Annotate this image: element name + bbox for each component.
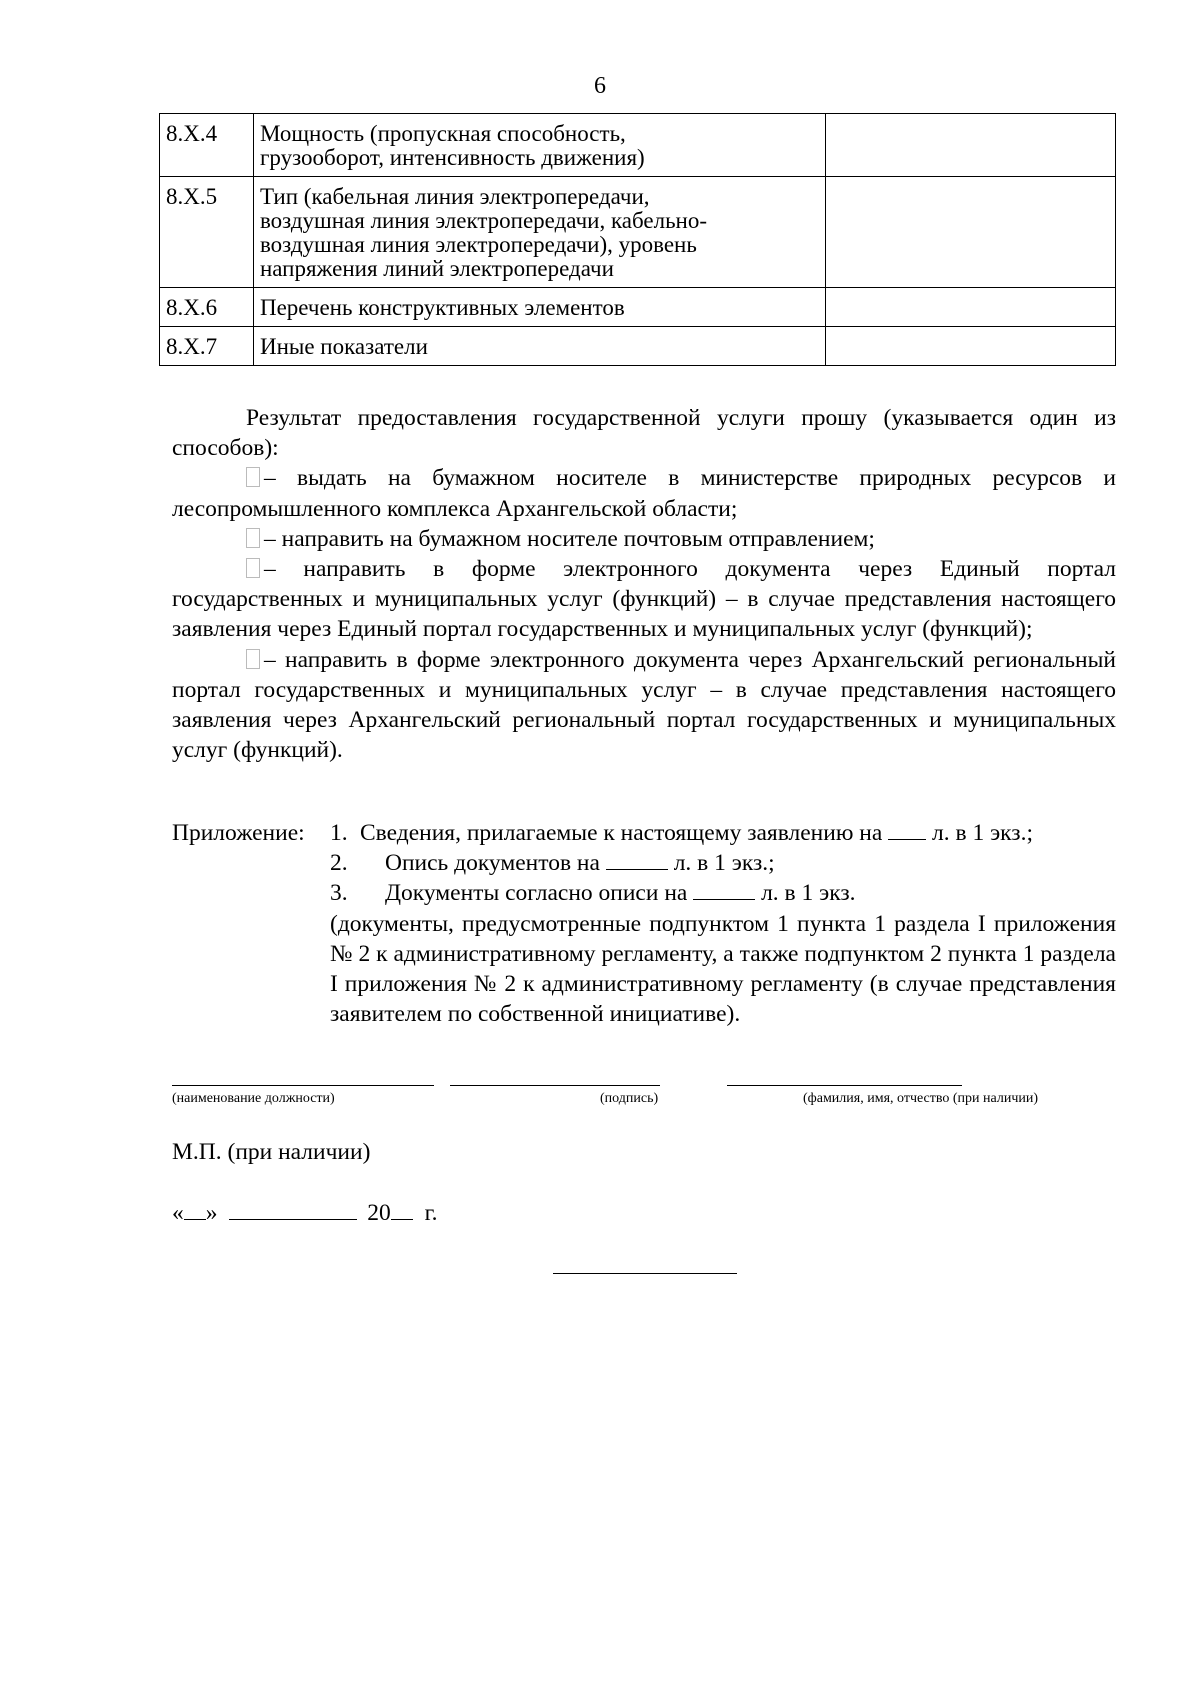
full-name-caption: (фамилия, имя, отчество (при наличии) — [803, 1091, 1039, 1106]
option-checkbox[interactable] — [246, 528, 260, 548]
year-prefix: 20 — [367, 1200, 391, 1226]
row-code: 8.Х.4 — [160, 114, 254, 177]
parameters-table — [159, 113, 1116, 366]
date-line — [172, 1198, 438, 1228]
option-text: – направить в форме электронного документа через Архангельский региональный портал государственных и муниципальных услуг – в случае представления настоящего заявления через Архангельский региональный портал государственных и муниципальных услуг (функций). — [172, 646, 1116, 764]
row-name-line: воздушная линия электропередачи), уровень — [259, 232, 697, 257]
position-caption: (наименование должности) — [172, 1091, 335, 1106]
appendix-section — [172, 818, 1116, 1028]
appendix-item-after: л. в 1 экз.; — [932, 820, 1033, 846]
appendix-item-text — [385, 878, 856, 908]
row-code: 8.Х.5 — [160, 177, 254, 288]
appendix-item-before: Опись документов на — [385, 850, 600, 877]
year-blank — [391, 1199, 413, 1220]
result-option — [172, 524, 1116, 554]
result-options — [172, 463, 1116, 765]
signature-line — [450, 1085, 660, 1086]
row-name-line: Иные показатели — [259, 334, 428, 359]
appendix-item-after: л. в 1 экз.; — [673, 850, 775, 877]
row-name — [253, 177, 825, 288]
parameters-table-body — [160, 114, 1116, 366]
option-text: – направить на бумажном носителе почтовым отправлением; — [264, 525, 875, 552]
row-name — [253, 114, 825, 177]
table-row — [160, 327, 1116, 366]
table-row — [160, 114, 1116, 177]
month-blank — [229, 1199, 357, 1220]
appendix-item-text — [385, 848, 775, 878]
row-name-line: Тип (кабельная линия электропередачи, — [259, 184, 650, 209]
result-option — [172, 645, 1116, 766]
result-option — [172, 554, 1116, 645]
appendix-note: (документы, предусмотренные подпунктом 1 пункта 1 раздела I приложения № 2 к административному регламенту, а также подпунктом 2 пункта 1 раздела I приложения № 2 к административному регламенту (в случае представления заявителем по собственной инициативе). — [330, 910, 1116, 1028]
option-checkbox[interactable] — [246, 467, 260, 487]
row-name-line: напряжения линий электропередачи — [259, 256, 614, 281]
row-name-line: воздушная линия электропередачи, кабельно- — [259, 208, 708, 233]
row-value[interactable] — [826, 327, 1116, 366]
appendix-label: Приложение: — [172, 820, 305, 846]
appendix-item-after: л. в 1 экз. — [761, 880, 856, 907]
row-value[interactable] — [826, 177, 1116, 288]
result-option — [172, 463, 1116, 523]
date-close-quote: » — [205, 1200, 218, 1226]
row-name — [253, 288, 825, 327]
result-section — [172, 403, 1116, 765]
appendix-item-3 — [172, 878, 1116, 908]
appendix-item-number: 2. — [330, 850, 348, 877]
option-checkbox[interactable] — [246, 558, 260, 578]
table-row — [160, 177, 1116, 288]
appendix-item-1 — [172, 818, 1116, 848]
position-line — [172, 1085, 434, 1086]
result-intro: Результат предоставления государственной услуги прошу (указывается один из способов): — [172, 405, 1116, 462]
full-name-line — [727, 1085, 962, 1086]
sheet-count-blank — [606, 849, 668, 870]
year-suffix: г. — [424, 1200, 438, 1226]
row-name — [253, 327, 825, 366]
row-name-line: Мощность (пропускная способность, — [259, 121, 626, 146]
row-name-line: грузооборот, интенсивность движения) — [259, 145, 645, 170]
date-open-quote: « — [172, 1200, 184, 1226]
option-text: – направить в форме электронного документа через Единый портал государственных и муниципальных услуг (функций) – в случае представления настоящего заявления через Единый портал государственных и муниципальных услуг (функций); — [172, 556, 1116, 643]
option-checkbox[interactable] — [246, 649, 260, 669]
appendix-item-2 — [172, 848, 1116, 878]
row-value[interactable] — [826, 114, 1116, 177]
appendix-item-number: 3. — [330, 880, 348, 907]
signature-caption: (подпись) — [600, 1091, 659, 1106]
row-name-line: Перечень конструктивных элементов — [259, 295, 625, 320]
appendix-item-before: Документы согласно описи на — [385, 880, 688, 907]
stamp-place: М.П. (при наличии) — [172, 1139, 371, 1165]
end-rule — [553, 1273, 737, 1274]
appendix-item-before: Сведения, прилагаемые к настоящему заявлению на — [360, 820, 883, 846]
option-text: – выдать на бумажном носителе в министерстве природных ресурсов и лесопромышленного комплекса Архангельской области; — [172, 465, 1116, 522]
page-number: 6 — [594, 73, 606, 99]
appendix-item-text — [360, 818, 1033, 848]
appendix-item-number: 1. — [330, 820, 348, 846]
sheet-count-blank — [693, 879, 755, 900]
table-row — [160, 288, 1116, 327]
row-value[interactable] — [826, 288, 1116, 327]
day-blank — [184, 1199, 206, 1220]
sheet-count-blank — [888, 819, 926, 840]
row-code: 8.Х.7 — [160, 327, 254, 366]
row-code: 8.Х.6 — [160, 288, 254, 327]
